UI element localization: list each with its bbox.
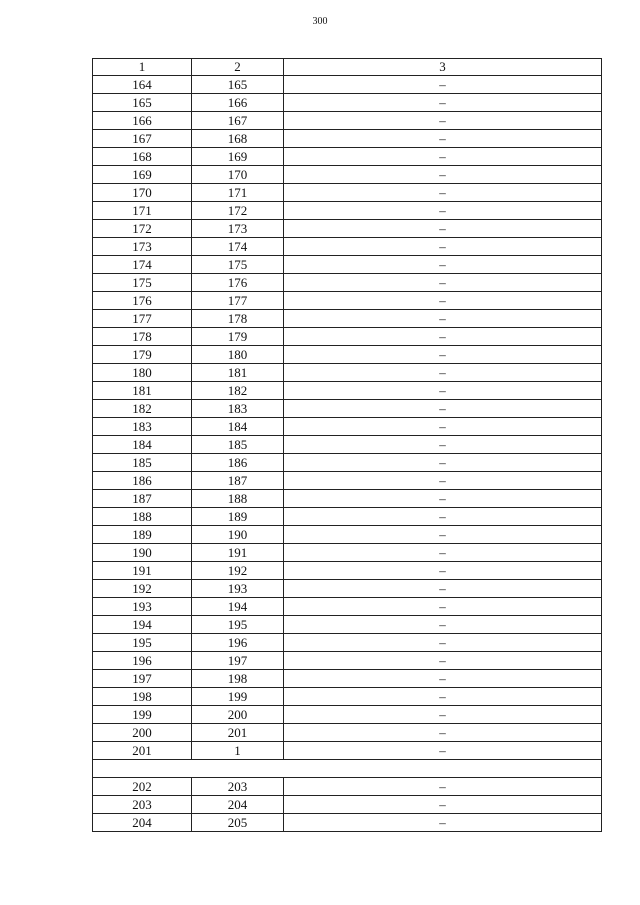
table-cell-col3: – bbox=[284, 796, 602, 814]
table-cell-col1: 174 bbox=[93, 256, 192, 274]
table-row bbox=[93, 76, 602, 94]
table-cell-col1: 176 bbox=[93, 292, 192, 310]
table-cell-col3: – bbox=[284, 418, 602, 436]
table-cell-col3: – bbox=[284, 544, 602, 562]
table-row bbox=[93, 598, 602, 616]
table-row bbox=[93, 562, 602, 580]
table-cell-col2: 185 bbox=[192, 436, 284, 454]
table-cell-col1: 175 bbox=[93, 274, 192, 292]
table-cell-col2: 190 bbox=[192, 526, 284, 544]
table-cell-col1: 189 bbox=[93, 526, 192, 544]
table-row bbox=[93, 148, 602, 166]
table-cell-col3: – bbox=[284, 364, 602, 382]
table-cell-col1: 173 bbox=[93, 238, 192, 256]
table-row bbox=[93, 418, 602, 436]
table-cell-col3: – bbox=[284, 346, 602, 364]
table-cell-col1: 181 bbox=[93, 382, 192, 400]
table-row bbox=[93, 310, 602, 328]
table-cell-col1: 193 bbox=[93, 598, 192, 616]
table-cell-col1: 188 bbox=[93, 508, 192, 526]
table-cell-col2: 174 bbox=[192, 238, 284, 256]
table-cell-col2: 193 bbox=[192, 580, 284, 598]
table-cell-col2: 171 bbox=[192, 184, 284, 202]
table-body bbox=[93, 76, 602, 832]
table-cell-col3: – bbox=[284, 292, 602, 310]
table-cell-col2: 177 bbox=[192, 292, 284, 310]
table-row bbox=[93, 454, 602, 472]
table-cell-col2: 178 bbox=[192, 310, 284, 328]
table-row bbox=[93, 670, 602, 688]
table-cell-col1: 198 bbox=[93, 688, 192, 706]
table-cell-col1: 190 bbox=[93, 544, 192, 562]
table-cell-col1: 172 bbox=[93, 220, 192, 238]
table-cell-col3: – bbox=[284, 634, 602, 652]
table-cell-col1: 187 bbox=[93, 490, 192, 508]
table-header-row bbox=[93, 59, 602, 76]
table-cell-col2: 167 bbox=[192, 112, 284, 130]
table-cell-col2: 195 bbox=[192, 616, 284, 634]
table-cell-col1: 166 bbox=[93, 112, 192, 130]
table-cell-col3: – bbox=[284, 526, 602, 544]
table-cell-col1: 203 bbox=[93, 796, 192, 814]
table-row bbox=[93, 436, 602, 454]
table-cell-col2: 187 bbox=[192, 472, 284, 490]
table-cell-col3: – bbox=[284, 400, 602, 418]
table-cell-col1: 196 bbox=[93, 652, 192, 670]
table-cell-col2: 168 bbox=[192, 130, 284, 148]
table-cell-col2: 205 bbox=[192, 814, 284, 832]
table-row bbox=[93, 472, 602, 490]
table-cell-col2: 203 bbox=[192, 778, 284, 796]
table-cell-col2: 196 bbox=[192, 634, 284, 652]
table-row bbox=[93, 328, 602, 346]
table-cell-col1: 204 bbox=[93, 814, 192, 832]
table-spacer-cell bbox=[93, 760, 602, 778]
table-row bbox=[93, 238, 602, 256]
table-cell-col3: – bbox=[284, 310, 602, 328]
table-cell-col2: 181 bbox=[192, 364, 284, 382]
table-cell-col2: 173 bbox=[192, 220, 284, 238]
table-row bbox=[93, 778, 602, 796]
table-row bbox=[93, 634, 602, 652]
table-cell-col1: 164 bbox=[93, 76, 192, 94]
table-row bbox=[93, 742, 602, 760]
table-cell-col3: – bbox=[284, 184, 602, 202]
table-row bbox=[93, 130, 602, 148]
table-row bbox=[93, 508, 602, 526]
table-cell-col2: 198 bbox=[192, 670, 284, 688]
table-cell-col2: 201 bbox=[192, 724, 284, 742]
table-cell-col3: – bbox=[284, 814, 602, 832]
data-table bbox=[92, 58, 602, 832]
table-cell-col1: 199 bbox=[93, 706, 192, 724]
table-row bbox=[93, 364, 602, 382]
table-cell-col3: – bbox=[284, 778, 602, 796]
table-cell-col1: 169 bbox=[93, 166, 192, 184]
page-number: 300 bbox=[312, 16, 328, 27]
table-row bbox=[93, 490, 602, 508]
table-cell-col2: 199 bbox=[192, 688, 284, 706]
table-cell-col3: – bbox=[284, 454, 602, 472]
table-cell-col3: – bbox=[284, 130, 602, 148]
table-cell-col1: 192 bbox=[93, 580, 192, 598]
table-cell-col2: 169 bbox=[192, 148, 284, 166]
table-cell-col3: – bbox=[284, 652, 602, 670]
table-cell-col1: 194 bbox=[93, 616, 192, 634]
table-cell-col2: 184 bbox=[192, 418, 284, 436]
table-cell-col3: – bbox=[284, 580, 602, 598]
table-cell-col1: 197 bbox=[93, 670, 192, 688]
table-cell-col1: 186 bbox=[93, 472, 192, 490]
table-cell-col2: 192 bbox=[192, 562, 284, 580]
table-cell-col1: 195 bbox=[93, 634, 192, 652]
table-row bbox=[93, 706, 602, 724]
table-cell-col1: 183 bbox=[93, 418, 192, 436]
table-cell-col2: 186 bbox=[192, 454, 284, 472]
table-row bbox=[93, 382, 602, 400]
table-row bbox=[93, 688, 602, 706]
table-cell-col1: 177 bbox=[93, 310, 192, 328]
table-cell-col2: 182 bbox=[192, 382, 284, 400]
table-row bbox=[93, 544, 602, 562]
table-cell-col2: 175 bbox=[192, 256, 284, 274]
table-cell-col3: – bbox=[284, 616, 602, 634]
table-row bbox=[93, 94, 602, 112]
table-cell-col3: – bbox=[284, 382, 602, 400]
table-row bbox=[93, 580, 602, 598]
table-cell-col2: 170 bbox=[192, 166, 284, 184]
table-row bbox=[93, 526, 602, 544]
table-cell-col1: 184 bbox=[93, 436, 192, 454]
column-header-1: 1 bbox=[93, 59, 192, 76]
table-row bbox=[93, 112, 602, 130]
table-cell-col1: 182 bbox=[93, 400, 192, 418]
table-cell-col1: 178 bbox=[93, 328, 192, 346]
table-cell-col3: – bbox=[284, 472, 602, 490]
table-cell-col3: – bbox=[284, 220, 602, 238]
table-cell-col3: – bbox=[284, 724, 602, 742]
table-cell-col1: 202 bbox=[93, 778, 192, 796]
table-row bbox=[93, 220, 602, 238]
table-row bbox=[93, 346, 602, 364]
table-cell-col2: 180 bbox=[192, 346, 284, 364]
table-cell-col1: 168 bbox=[93, 148, 192, 166]
table-cell-col1: 201 bbox=[93, 742, 192, 760]
table-cell-col1: 171 bbox=[93, 202, 192, 220]
column-header-3: 3 bbox=[284, 59, 602, 76]
table-row bbox=[93, 652, 602, 670]
table-cell-col2: 191 bbox=[192, 544, 284, 562]
table-cell-col1: 200 bbox=[93, 724, 192, 742]
table-cell-col1: 180 bbox=[93, 364, 192, 382]
table-cell-col2: 165 bbox=[192, 76, 284, 94]
table-cell-col2: 166 bbox=[192, 94, 284, 112]
table-cell-col2: 189 bbox=[192, 508, 284, 526]
table-cell-col2: 204 bbox=[192, 796, 284, 814]
table-cell-col3: – bbox=[284, 238, 602, 256]
table-cell-col2: 176 bbox=[192, 274, 284, 292]
table-cell-col3: – bbox=[284, 508, 602, 526]
table-cell-col3: – bbox=[284, 256, 602, 274]
table-cell-col2: 179 bbox=[192, 328, 284, 346]
table-cell-col3: – bbox=[284, 202, 602, 220]
table-row bbox=[93, 202, 602, 220]
table-row bbox=[93, 166, 602, 184]
table-cell-col3: – bbox=[284, 706, 602, 724]
table-cell-col3: – bbox=[284, 274, 602, 292]
table-cell-col3: – bbox=[284, 94, 602, 112]
table-cell-col2: 200 bbox=[192, 706, 284, 724]
table-row bbox=[93, 274, 602, 292]
table-cell-col3: – bbox=[284, 112, 602, 130]
table-row bbox=[93, 814, 602, 832]
table-cell-col2: 183 bbox=[192, 400, 284, 418]
table-cell-col1: 185 bbox=[93, 454, 192, 472]
table-cell-col3: – bbox=[284, 76, 602, 94]
table-cell-col2: 1 bbox=[192, 742, 284, 760]
table-cell-col3: – bbox=[284, 742, 602, 760]
table-cell-col3: – bbox=[284, 166, 602, 184]
table-row bbox=[93, 256, 602, 274]
table-cell-col3: – bbox=[284, 598, 602, 616]
table-row bbox=[93, 616, 602, 634]
table-spacer-row bbox=[93, 760, 602, 778]
table-cell-col1: 179 bbox=[93, 346, 192, 364]
table-cell-col3: – bbox=[284, 562, 602, 580]
table-cell-col2: 197 bbox=[192, 652, 284, 670]
table-cell-col3: – bbox=[284, 688, 602, 706]
table-row bbox=[93, 724, 602, 742]
table-row bbox=[93, 184, 602, 202]
table-cell-col3: – bbox=[284, 436, 602, 454]
table-cell-col3: – bbox=[284, 148, 602, 166]
table-cell-col1: 170 bbox=[93, 184, 192, 202]
table-cell-col2: 172 bbox=[192, 202, 284, 220]
table-row bbox=[93, 796, 602, 814]
table-cell-col3: – bbox=[284, 670, 602, 688]
column-header-2: 2 bbox=[192, 59, 284, 76]
table-row bbox=[93, 292, 602, 310]
table-cell-col2: 188 bbox=[192, 490, 284, 508]
table-cell-col2: 194 bbox=[192, 598, 284, 616]
table-cell-col3: – bbox=[284, 328, 602, 346]
table-row bbox=[93, 400, 602, 418]
table-cell-col1: 191 bbox=[93, 562, 192, 580]
table-cell-col1: 165 bbox=[93, 94, 192, 112]
table-cell-col1: 167 bbox=[93, 130, 192, 148]
table-cell-col3: – bbox=[284, 490, 602, 508]
